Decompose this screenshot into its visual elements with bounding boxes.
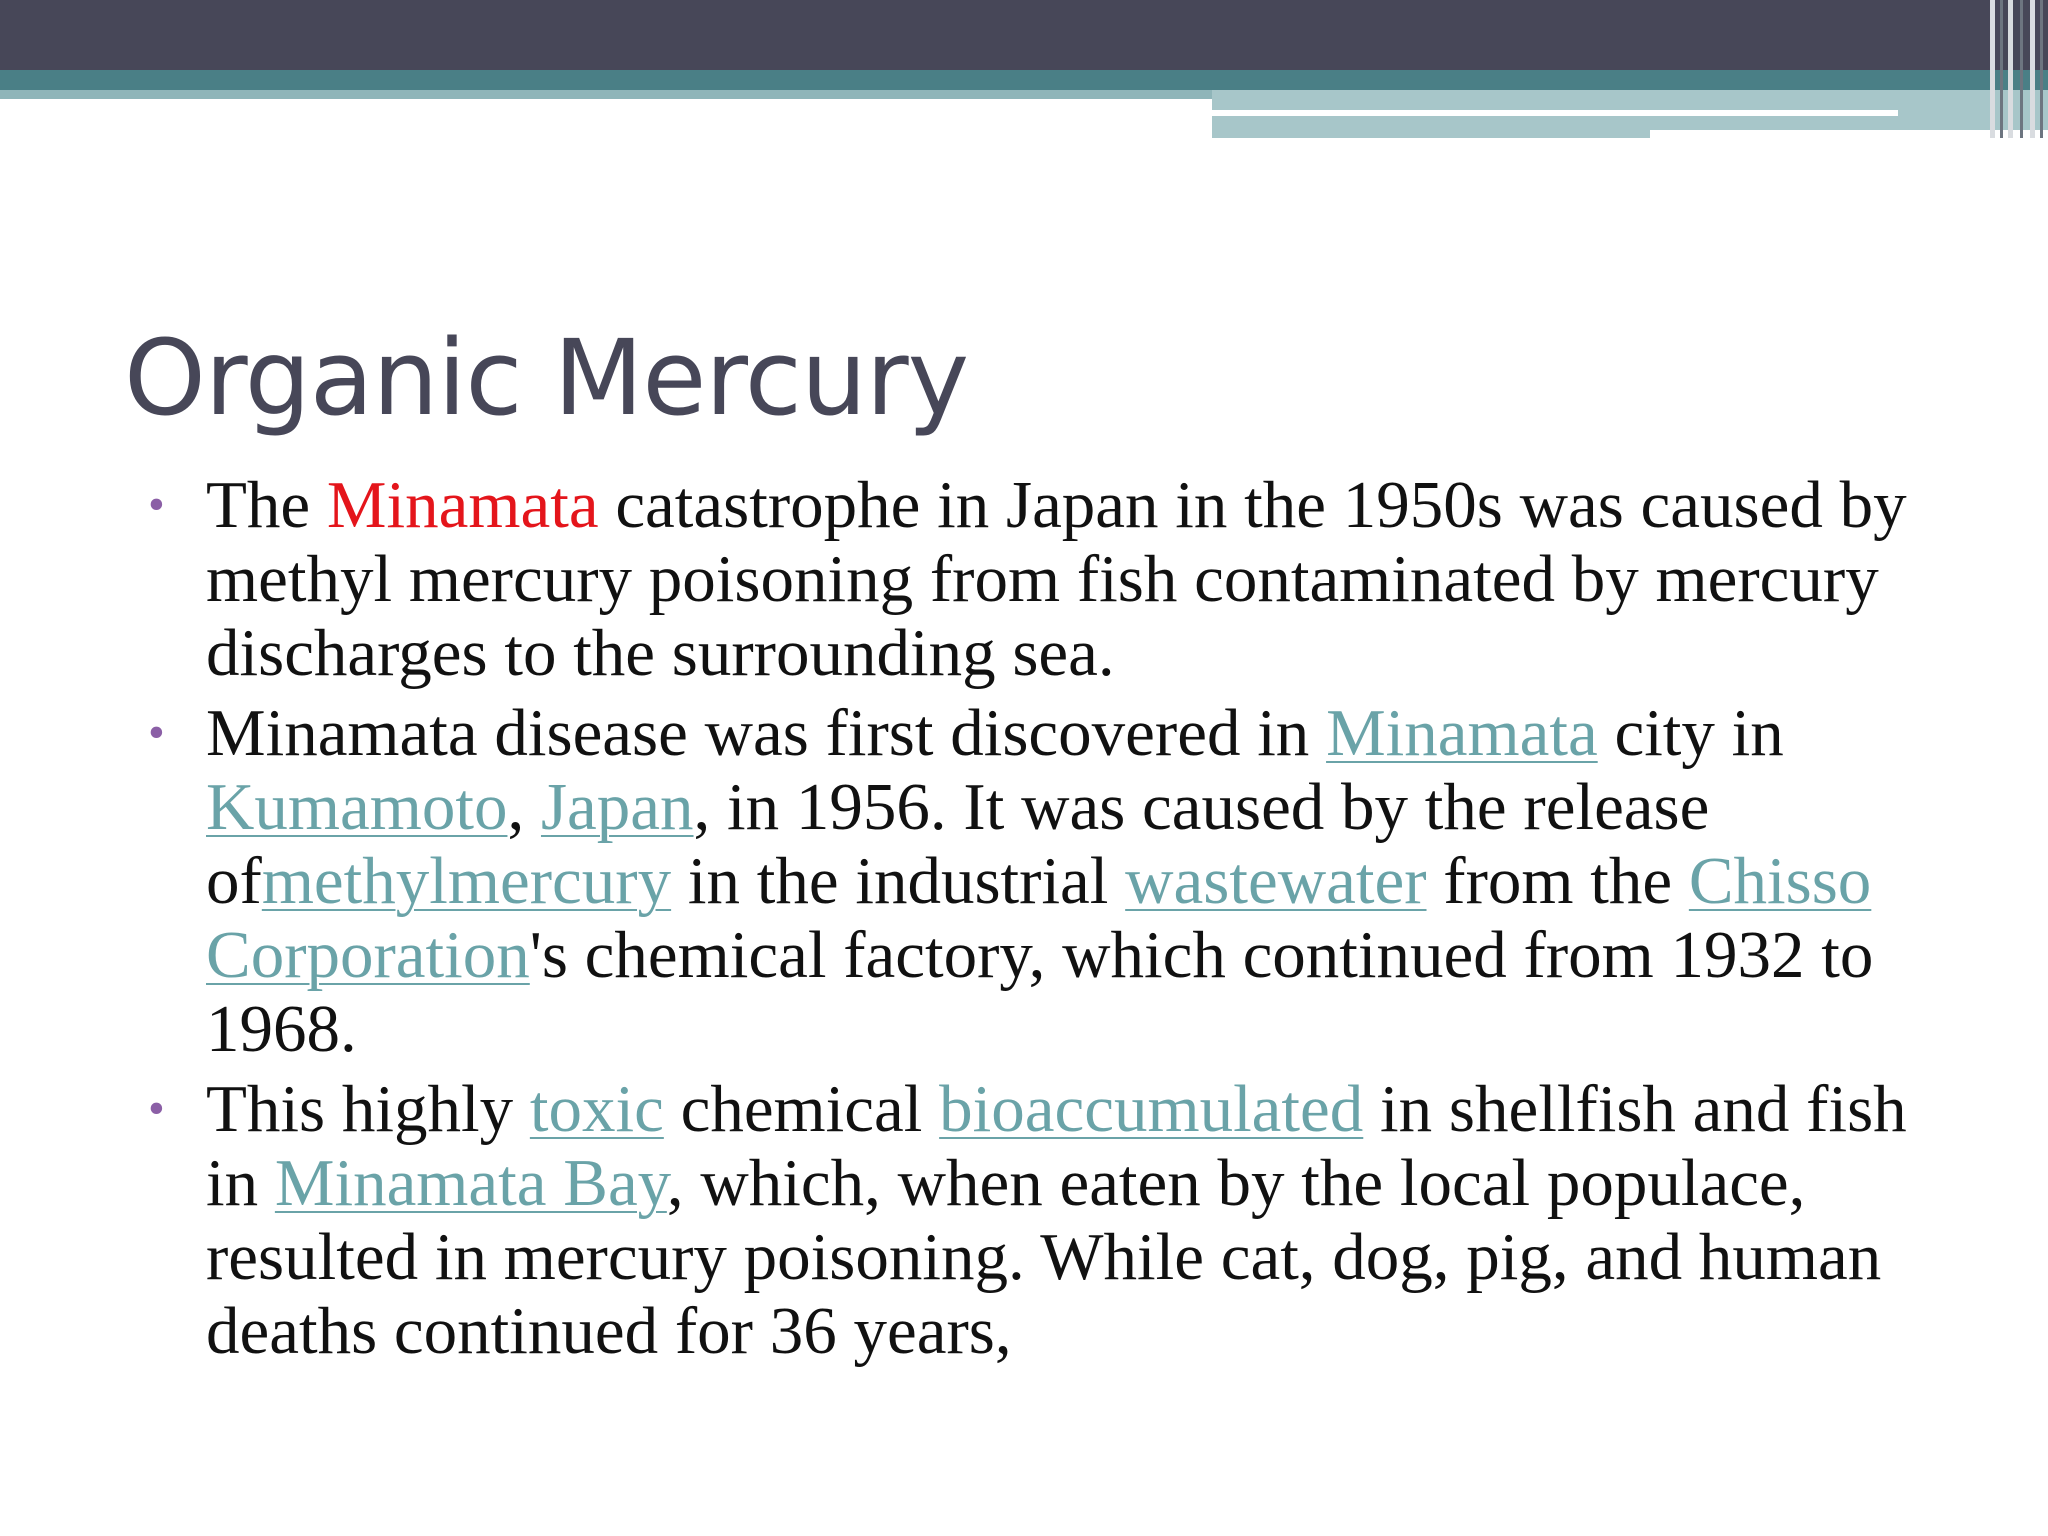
link-minamata[interactable]: Minamata <box>1326 696 1598 770</box>
header-divider-line <box>1212 110 1898 116</box>
header-stripe <box>1990 0 1995 138</box>
bullet-item <box>140 1072 1970 1368</box>
bullet-text: Minamata disease was first discovered in <box>206 696 1327 770</box>
bullet-icon: • <box>148 706 165 759</box>
link-minamata-bay[interactable]: Minamata Bay <box>274 1146 667 1220</box>
bullet-list <box>140 468 1970 1374</box>
bullet-item <box>140 696 1970 1066</box>
header-band-dark <box>0 0 2048 70</box>
bullet-item <box>140 468 1970 690</box>
link-methylmercury[interactable]: methylmercury <box>261 844 672 918</box>
header-stripe <box>2008 0 2013 138</box>
header-stripe <box>2020 0 2023 138</box>
link-chisso-corporation[interactable]: Chisso Corporation <box>206 844 1872 992</box>
bullet-text: chemical <box>663 1072 940 1146</box>
bullet-text: in the industrial <box>671 844 1126 918</box>
highlighted-word: Minamata <box>326 468 599 542</box>
link-wastewater[interactable]: wastewater <box>1125 844 1427 918</box>
bullet-icon: • <box>148 478 165 531</box>
bullet-text: , which, when eaten by the local populace, resulted in mercury poisoning. While cat, dog, pig, and human deaths continued for 36 years, <box>206 1146 1882 1368</box>
bullet-icon: • <box>148 1082 165 1135</box>
bullet-text: This highly <box>206 1072 530 1146</box>
header-stripe <box>2000 0 2003 138</box>
bullet-text: 's chemical factory, which continued from 1932 to 1968. <box>206 918 1874 1066</box>
bullet-text: from the <box>1426 844 1689 918</box>
header-band-teal <box>0 70 2048 90</box>
header-stripe <box>2040 0 2043 138</box>
bullet-text: in shellfish and fish in <box>206 1072 1907 1220</box>
bullet-text: , <box>507 770 541 844</box>
bullet-text: catastrophe in Japan in the 1950s was caused by methyl mercury poisoning from fish contaminated by mercury discharges to the surrounding sea. <box>206 468 1907 690</box>
header-divider-line-short <box>1650 130 2048 138</box>
link-kumamoto[interactable]: Kumamoto <box>206 770 508 844</box>
link-japan[interactable]: Japan <box>540 770 694 844</box>
link-bioaccumulated[interactable]: bioaccumulated <box>939 1072 1364 1146</box>
header-band-light-left <box>0 90 1212 99</box>
header-stripe <box>2030 0 2035 138</box>
slide-title: Organic Mercury <box>124 317 969 439</box>
bullet-text: The <box>206 468 327 542</box>
link-toxic[interactable]: toxic <box>529 1072 664 1146</box>
bullet-text: , in 1956. It was caused by the release of <box>206 770 1710 918</box>
bullet-text: city in <box>1597 696 1784 770</box>
